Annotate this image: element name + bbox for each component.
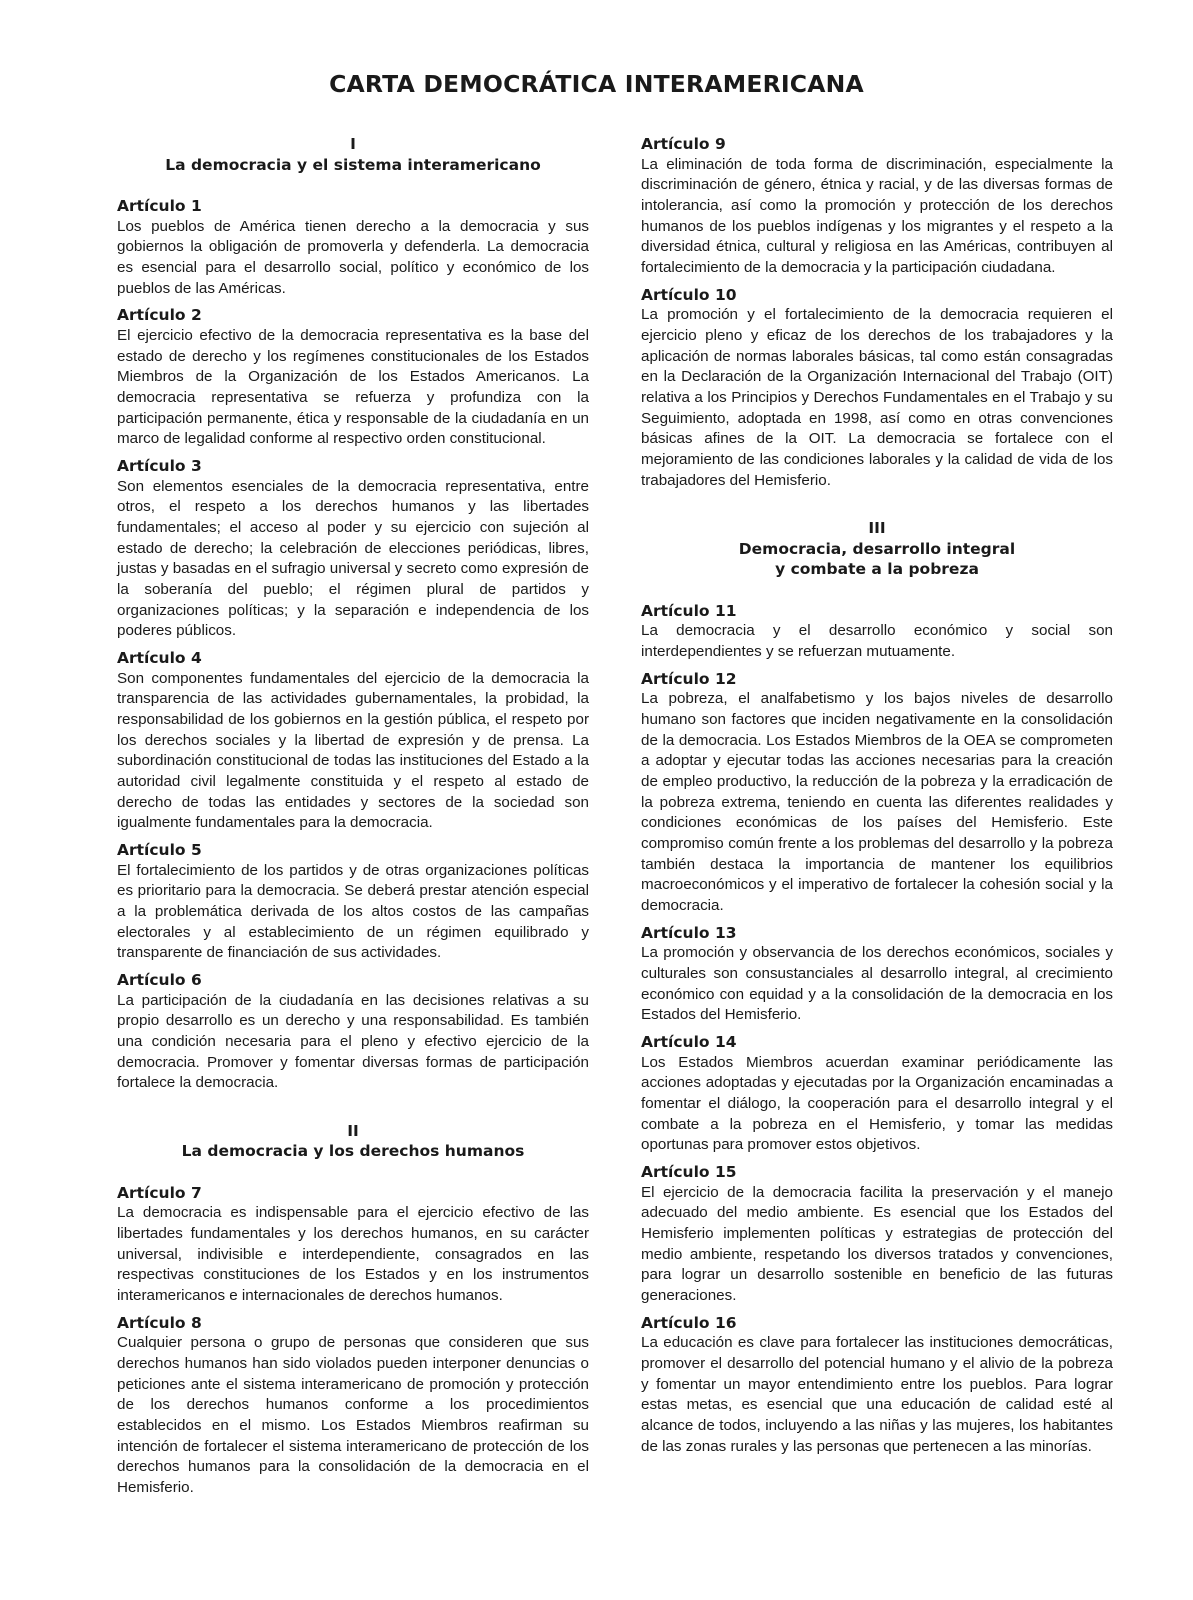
section-heading: La democracia y los derechos humanos bbox=[181, 1142, 525, 1161]
article bbox=[117, 648, 589, 834]
article-title: Artículo 14 bbox=[641, 1033, 737, 1051]
article-text: La democracia y el desarrollo económico y social son interdependientes y se refuerzan mutuamente. bbox=[641, 622, 1113, 661]
article-title: Artículo 11 bbox=[641, 601, 737, 620]
article bbox=[641, 1313, 1113, 1458]
article-text: La promoción y el fortalecimiento de la democracia requieren el ejercicio pleno y eficaz de los derechos de los trabajadores y la aplicación de normas laborales básicas, tal como están consagradas en la Declaración de la Organización Internacional del Trabajo (OIT) relativa a los Principios y Derechos Fundamentales en el Trabajo y su Seguimiento, adoptada en 1998, así como en otras convenciones básicas afines de la OIT. La democracia se fortalece con el mejoramiento de las condiciones laborales y la calidad de vida de los trabajadores del Hemisferio. bbox=[641, 306, 1113, 489]
article-text: Los Estados Miembros acuerdan examinar periódicamente las acciones adoptadas y ejecutadas por la Organización encaminadas a fomentar el diálogo, la cooperación para el desarrollo integral y el combate a la pobreza en el Hemisferio, y tomar las medidas oportunas para promover estos objetivos. bbox=[641, 1053, 1113, 1154]
article-title: Artículo 1 bbox=[117, 197, 202, 216]
article bbox=[641, 285, 1113, 492]
article-text: El ejercicio efectivo de la democracia representativa es la base del estado de derecho y los regímenes constitucionales de los Estados Miembros de la Organización de los Estados Americanos. La democracia representativa se refuerza y profundiza con la participación permanente, ética y responsable de la ciudadanía en un marco de legalidad conforme al respectivo orden constitucional. bbox=[117, 327, 589, 448]
article-text: La participación de la ciudadanía en las decisiones relativas a su propio desarrollo es un derecho y una responsabilidad. Es también una condición necesaria para el pleno y efectivo ejercicio de la democracia. Promover y fomentar diversas formas de participación fortalece la democracia. bbox=[117, 991, 589, 1092]
article-title: Artículo 5 bbox=[117, 840, 202, 859]
article-text: La promoción y observancia de los derechos económicos, sociales y culturales son consustanciales al desarrollo integral, al crecimiento económico con equidad y a la consolidación de la democracia en los Estados del Hemisferio. bbox=[641, 944, 1113, 1024]
article-text: Son elementos esenciales de la democracia representativa, entre otros, el respeto a los derechos humanos y las libertades fundamentales; el acceso al poder y su ejercicio con sujeción al estado de derecho; la celebración de elecciones periódicas, libres, justas y basadas en el sufragio universal y secreto como expresión de la soberanía del pueblo; el régimen plural de partidos y organizaciones políticas; y la separación e independencia de los poderes públicos. bbox=[117, 477, 589, 640]
article-title: Artículo 2 bbox=[117, 306, 202, 325]
article-text: Cualquier persona o grupo de personas que consideren que sus derechos humanos han sido violados pueden interponer denuncias o peticiones ante el sistema interamericano de promoción y protección de los derechos humanos conforme a los procedimientos establecidos en el mismo. Los Estados Miembros reafirman su intención de fortalecer el sistema interamericano de protección de los derechos humanos para la consolidación de la democracia en el Hemisferio. bbox=[117, 1334, 589, 1496]
article-title: Artículo 7 bbox=[117, 1183, 202, 1202]
article bbox=[117, 1313, 589, 1499]
article bbox=[117, 840, 589, 964]
article-title: Artículo 12 bbox=[641, 669, 737, 688]
article bbox=[117, 305, 589, 450]
article bbox=[117, 456, 589, 642]
article bbox=[641, 1032, 1113, 1156]
section-heading-line-2: y combate a la pobreza bbox=[775, 560, 979, 579]
article-title: Artículo 15 bbox=[641, 1162, 737, 1181]
article-title: Artículo 8 bbox=[117, 1313, 202, 1332]
left-column bbox=[117, 134, 589, 1505]
section-numeral: II bbox=[347, 1121, 359, 1140]
article bbox=[641, 1162, 1113, 1307]
article bbox=[117, 1183, 589, 1307]
article bbox=[641, 601, 1113, 663]
article-title: Artículo 13 bbox=[641, 923, 737, 942]
article bbox=[641, 923, 1113, 1026]
section-numeral: III bbox=[868, 518, 886, 537]
section-numeral: I bbox=[350, 135, 356, 153]
article-text: Son componentes fundamentales del ejercicio de la democracia la transparencia de las actividades gubernamentales, la probidad, la responsabilidad de los gobiernos en la gestión pública, el respeto por los derechos sociales y la libertad de expresión y de prensa. La subordinación constitucional de todas las instituciones del Estado a la autoridad civil legalmente constituida y el respeto al estado de derecho de todas las entidades y sectores de la sociedad son igualmente fundamentales para la democracia. bbox=[117, 669, 589, 832]
section-heading: La democracia y el sistema interamericano bbox=[165, 155, 541, 174]
article-text: Los pueblos de América tienen derecho a la democracia y sus gobiernos la obligación de promoverla y defenderla. La democracia es esencial para el desarrollo social, político y económico de los pueblos de las Américas. bbox=[117, 217, 589, 297]
article-text: El fortalecimiento de los partidos y de otras organizaciones políticas es prioritario para la democracia. Se deberá prestar atención especial a la problemática derivada de los altos costos de las campañas electorales y al establecimiento de un régimen equilibrado y transparente de financiación de sus actividades. bbox=[117, 861, 589, 962]
article-text: El ejercicio de la democracia facilita la preservación y el manejo adecuado del medio ambiente. Es esencial que los Estados del Hemisferio implementen políticas y estrategias de protección del medio ambiente, respetando los diversos tratados y convenciones, para lograr un desarrollo sostenible en beneficio de las futuras generaciones. bbox=[641, 1183, 1113, 1304]
article bbox=[641, 669, 1113, 917]
article-title: Artículo 16 bbox=[641, 1313, 737, 1332]
article-text: La educación es clave para fortalecer las instituciones democráticas, promover el desarrollo del potencial humano y el alivio de la pobreza y fomentar un mayor entendimiento entre los pueblos. Para lograr estas metas, es esencial que una educación de calidad esté al alcance de todos, incluyendo a las niñas y las mujeres, los habitantes de las zonas rurales y las personas que pertenecen a las minorías. bbox=[641, 1334, 1113, 1455]
article bbox=[641, 134, 1113, 279]
article-title: Artículo 3 bbox=[117, 457, 202, 476]
article-title: Artículo 9 bbox=[641, 135, 726, 153]
document-title: CARTA DEMOCRÁTICA INTERAMERICANA bbox=[329, 70, 864, 98]
article-title: Artículo 10 bbox=[641, 285, 737, 304]
article-text: La pobreza, el analfabetismo y los bajos niveles de desarrollo humano son factores que inciden negativamente en la consolidación de la democracia. Los Estados Miembros de la OEA se comprometen a adoptar y ejecutar todas las acciones necesarias para la creación de empleo productivo, la reducción de la pobreza y la erradicación de la pobreza extrema, teniendo en cuenta las diferentes realidades y condiciones económicas de los países del Hemisferio. Este compromiso común frente a los problemas del desarrollo y la pobreza también destaca la importancia de mantener los equilibrios macroeconómicos y el imperativo de fortalecer la cohesión social y la democracia. bbox=[641, 690, 1113, 915]
right-column bbox=[641, 134, 1113, 1463]
article bbox=[117, 970, 589, 1094]
article bbox=[117, 196, 589, 299]
article-text: La democracia es indispensable para el ejercicio efectivo de las libertades fundamentales y los derechos humanos, en su carácter universal, indivisible e interdependiente, consagrados en las respectivas constituciones de los Estados y en los instrumentos interamericanos e internacionales de derechos humanos. bbox=[117, 1204, 589, 1305]
article-title: Artículo 6 bbox=[117, 970, 202, 989]
section-heading: Democracia, desarrollo integral bbox=[738, 539, 1016, 558]
article-text: La eliminación de toda forma de discriminación, especialmente la discriminación de género, étnica y racial, y de las diversas formas de intolerancia, así como la promoción y protección de los derechos humanos de los pueblos indígenas y los migrantes y el respeto a la diversidad étnica, cultural y religiosa en las Américas, contribuyen al fortalecimiento de la democracia y la participación ciudadana. bbox=[641, 155, 1113, 276]
article-title: Artículo 4 bbox=[117, 649, 202, 668]
